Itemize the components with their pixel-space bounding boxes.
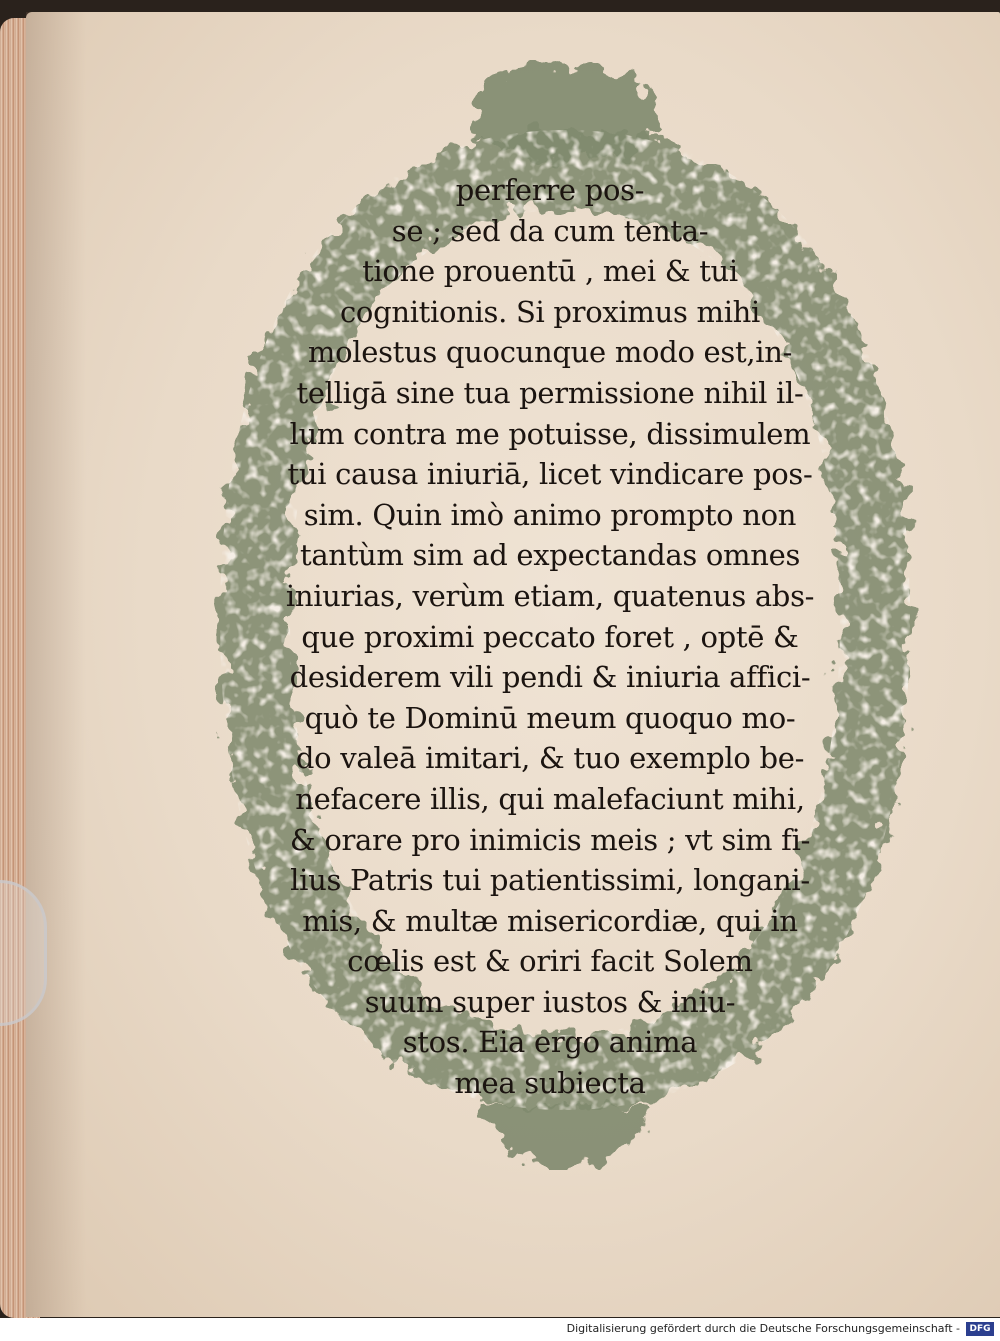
text-line: cognitionis. Si proximus mihi	[339, 294, 761, 329]
text-line: se ; sed da cum tenta-	[391, 213, 709, 248]
text-line: mis, & multæ misericordiæ, qui in	[302, 903, 798, 938]
dfg-logo: DFG	[966, 1322, 994, 1336]
text-line: quò te Dominū meum quoquo mo-	[304, 700, 796, 735]
text-line: stos. Eia ergo anima	[402, 1025, 698, 1060]
text-line: iniurias, verùm etiam, quatenus abs-	[285, 578, 815, 613]
text-line: que proximi peccato foret , optē &	[301, 619, 799, 654]
text-line: tantùm sim ad expectandas omnes	[299, 538, 801, 573]
text-line: telligā sine tua permissione nihil il-	[296, 375, 804, 410]
text-line: sim. Quin imò animo prompto non	[303, 497, 797, 532]
digitization-footer	[0, 1318, 1000, 1341]
text-line: lum contra me potuisse, dissimulem	[289, 416, 811, 451]
text-line: lius Patris tui patientissimi, longani-	[290, 863, 810, 898]
gutter-shadow	[26, 12, 86, 1317]
text-line: nefacere illis, qui malefaciunt mihi,	[295, 781, 805, 816]
text-line: perferre pos-	[455, 173, 645, 207]
text-line: mea subiecta	[454, 1066, 646, 1101]
text-line: do valeā imitari, & tuo exemplo be-	[295, 741, 805, 776]
text-line: cœlis est & oriri facit Solem	[347, 944, 753, 979]
text-line: molestus quocunque modo est,in-	[307, 335, 793, 370]
text-line: desiderem vili pendi & iniuria affici-	[289, 660, 811, 695]
text-line: tui causa iniuriā, licet vindicare pos-	[287, 457, 813, 492]
wreath-base	[480, 1105, 650, 1165]
text-line: & orare pro inimicis meis ; vt sim fi-	[289, 822, 811, 857]
funding-notice: Digitalisierung gefördert durch die Deutsche Forschungsgemeinschaft -	[566, 1322, 960, 1335]
latin-text-block	[240, 170, 860, 1104]
text-line: suum super iustos & iniu-	[364, 984, 736, 1019]
text-line: tione prouentū , mei & tui	[362, 254, 738, 289]
